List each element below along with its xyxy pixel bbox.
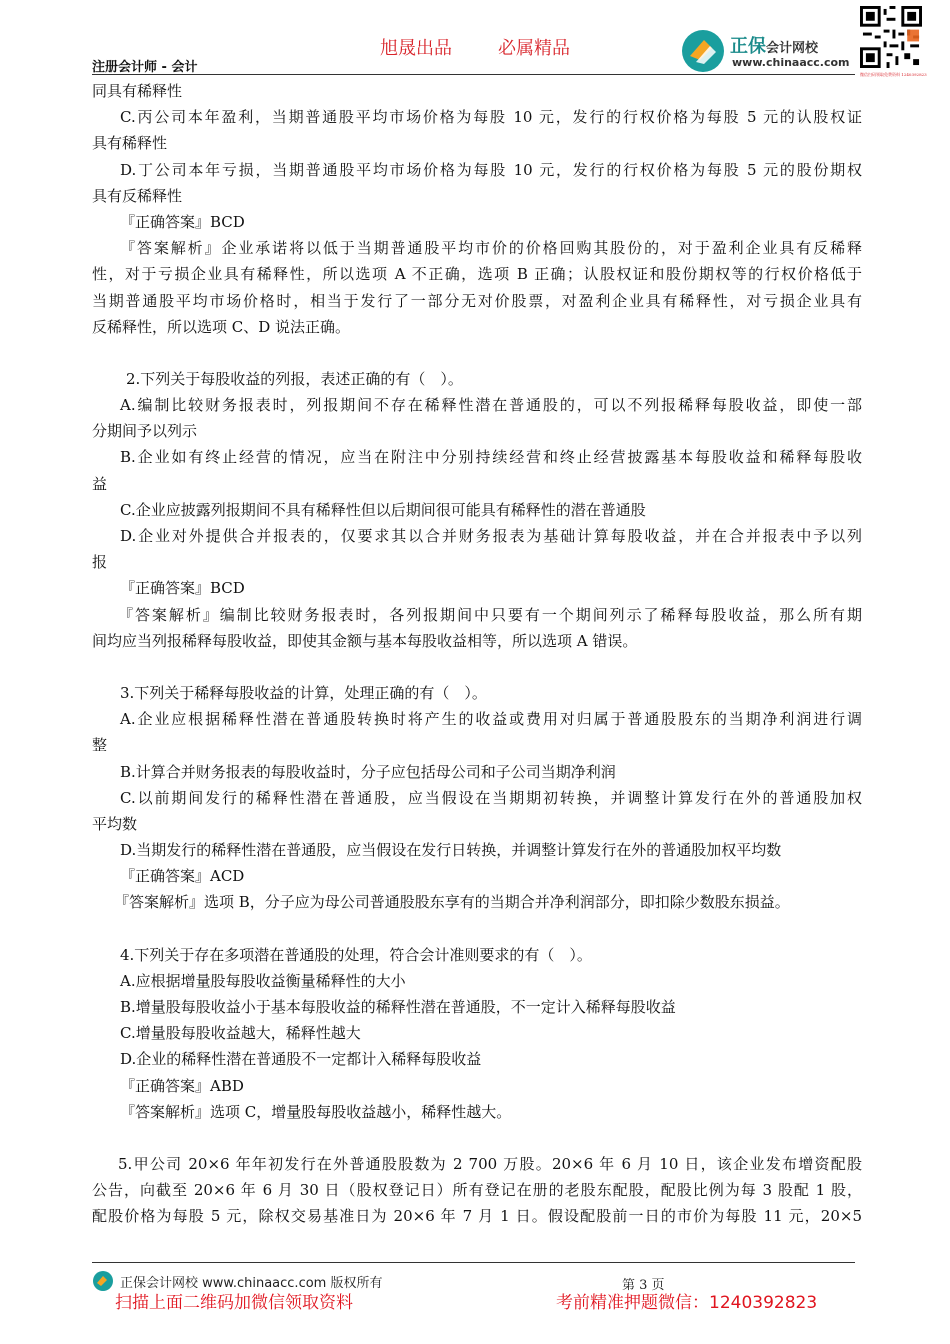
- option-a: A.应根据增量股每股收益衡量稀释性的大小: [120, 971, 406, 990]
- option-b: B.计算合并财务报表的每股收益时，分子应包括母公司和子公司当期净利润: [120, 762, 616, 781]
- text-line: 益: [92, 474, 108, 493]
- question-2: 2.下列关于每股收益的列报，表述正确的有（ ）。: [126, 369, 463, 388]
- page-number: 第 3 页: [622, 1278, 665, 1293]
- slogan-left: 旭晟出品: [380, 38, 452, 59]
- text-line: 性，对于亏损企业具有稀释性，所以选项 A 不正确，选项 B 正确；认股权证和股份期权等的行权价格低于: [92, 265, 862, 284]
- answer-explanation: 『答案解析』编制比较财务报表时，各列报期间中只要有一个期间列示了稀释每股收益，那么所有期: [118, 605, 862, 624]
- qr-caption: 微信扫码领取免费资料 1240392823: [860, 72, 927, 77]
- text-line: 当期普通股平均市场价格时，相当于发行了一部分无对价股票，对盈利企业具有稀释性，对亏损企业具有: [92, 291, 862, 310]
- logo-url: www.chinaacc.com: [732, 56, 850, 69]
- option-b: B.增量股每股收益小于基本每股收益的稀释性潜在普通股，不一定计入稀释每股收益: [120, 998, 676, 1016]
- text-line: 平均数: [92, 814, 138, 833]
- option-a: A.编制比较财务报表时，列报期间不存在稀释性潜在普通股的，可以不列报稀释每股收益，即使一部: [120, 396, 862, 415]
- option-c: C.以前期间发行的稀释性潜在普通股，应当假设在当期期初转换，并调整计算发行在外的普通股加权: [120, 788, 862, 807]
- document-body: [92, 78, 862, 1230]
- option-c: C.增量股每股收益越大，稀释性越大: [120, 1024, 361, 1043]
- text-line: 报: [92, 553, 108, 572]
- correct-answer: 『正确答案』BCD: [120, 212, 245, 231]
- text-line: 同具有稀释性: [92, 82, 183, 100]
- slogan-right: 必属精品: [498, 38, 570, 59]
- header-divider: [92, 74, 855, 75]
- answer-explanation: 『答案解析』选项 C，增量股每股收益越小，稀释性越大。: [120, 1102, 512, 1121]
- option-c: C.企业应披露列报期间不具有稀释性但以后期间很可能具有稀释性的潜在普通股: [120, 500, 646, 519]
- text-line: 分期间予以列示: [92, 422, 198, 441]
- option-d: D.企业的稀释性潜在普通股不一定都计入稀释每股收益: [120, 1050, 482, 1069]
- correct-answer: 『正确答案』BCD: [120, 579, 245, 598]
- footer-divider: [92, 1262, 855, 1263]
- text-line: 具有反稀释性: [92, 186, 183, 205]
- text-line: 间均应当列报稀释每股收益，即使其金额与基本每股收益相等，所以选项 A 错误。: [92, 631, 638, 650]
- qr-code-icon: [860, 6, 922, 68]
- answer-explanation: 『答案解析』企业承诺将以低于当期普通股平均市价的价格回购其股份的，对于盈利企业具有反稀释: [120, 239, 862, 258]
- option-d: D.丁公司本年亏损，当期普通股平均市场价格为每股 10 元，发行的行权价格为每股 5 元的股份期权: [120, 160, 862, 179]
- correct-answer: 『正确答案』ABD: [120, 1076, 244, 1095]
- answer-explanation: 『答案解析』选项 B，分子应为母公司普通股股东享有的当期合并净利润部分，即扣除少数股东损益。: [114, 893, 790, 912]
- option-a: A.企业应根据稀释性潜在普通股转换时将产生的收益或费用对归属于普通股股东的当期净利润进行调: [120, 710, 862, 729]
- logo-emblem-icon: [680, 28, 726, 74]
- option-c: C.丙公司本年盈利，当期普通股平均市场价格为每股 10 元，发行的行权价格为每股 5 元的认股权证: [120, 108, 862, 127]
- logo-name: 正保会计网校: [730, 36, 819, 57]
- footer-copyright: 正保会计网校 www.chinaacc.com 版权所有: [120, 1276, 383, 1291]
- question-3: 3.下列关于稀释每股收益的计算，处理正确的有（ ）。: [120, 683, 487, 702]
- text-line: 反稀释性，所以选项 C、D 说法正确。: [92, 317, 351, 336]
- text-line: 配股价格为每股 5 元，除权交易基准日为 20×6 年 7 月 1 日。假设配股前一日的市价为每股 11 元，20×5: [92, 1207, 862, 1226]
- text-line: 公告，向截至 20×6 年 6 月 30 日（股权登记日）所有登记在册的老股东配股，配股比例为每 3 股配 1 股，: [92, 1181, 862, 1200]
- correct-answer: 『正确答案』ACD: [120, 867, 245, 886]
- text-line: 具有稀释性: [92, 134, 168, 153]
- option-b: B.企业如有终止经营的情况，应当在附注中分别持续经营和终止经营披露基本每股收益和稀释每股收: [120, 448, 862, 467]
- promo-left: 扫描上面二维码加微信领取资料: [115, 1293, 353, 1313]
- chinaacc-logo: [680, 28, 860, 74]
- option-d: D.当期发行的稀释性潜在普通股，应当假设在发行日转换，并调整计算发行在外的普通股加权平均数: [120, 841, 782, 860]
- footer-logo-icon: [92, 1270, 114, 1292]
- question-5: 5.甲公司 20×6 年年初发行在外普通股股数为 2 700 万股。20×6 年 6 月 10 日，该企业发布增资配股: [118, 1154, 862, 1173]
- course-title: 注册会计师 - 会计: [92, 60, 198, 75]
- question-4: 4.下列关于存在多项潜在普通股的处理，符合会计准则要求的有（ ）。: [120, 945, 592, 964]
- text-line: 整: [92, 736, 108, 755]
- option-d: D.企业对外提供合并报表的，仅要求其以合并财务报表为基础计算每股收益，并在合并报表中予以列: [120, 527, 862, 545]
- promo-right: 考前精准押题微信：1240392823: [556, 1293, 818, 1313]
